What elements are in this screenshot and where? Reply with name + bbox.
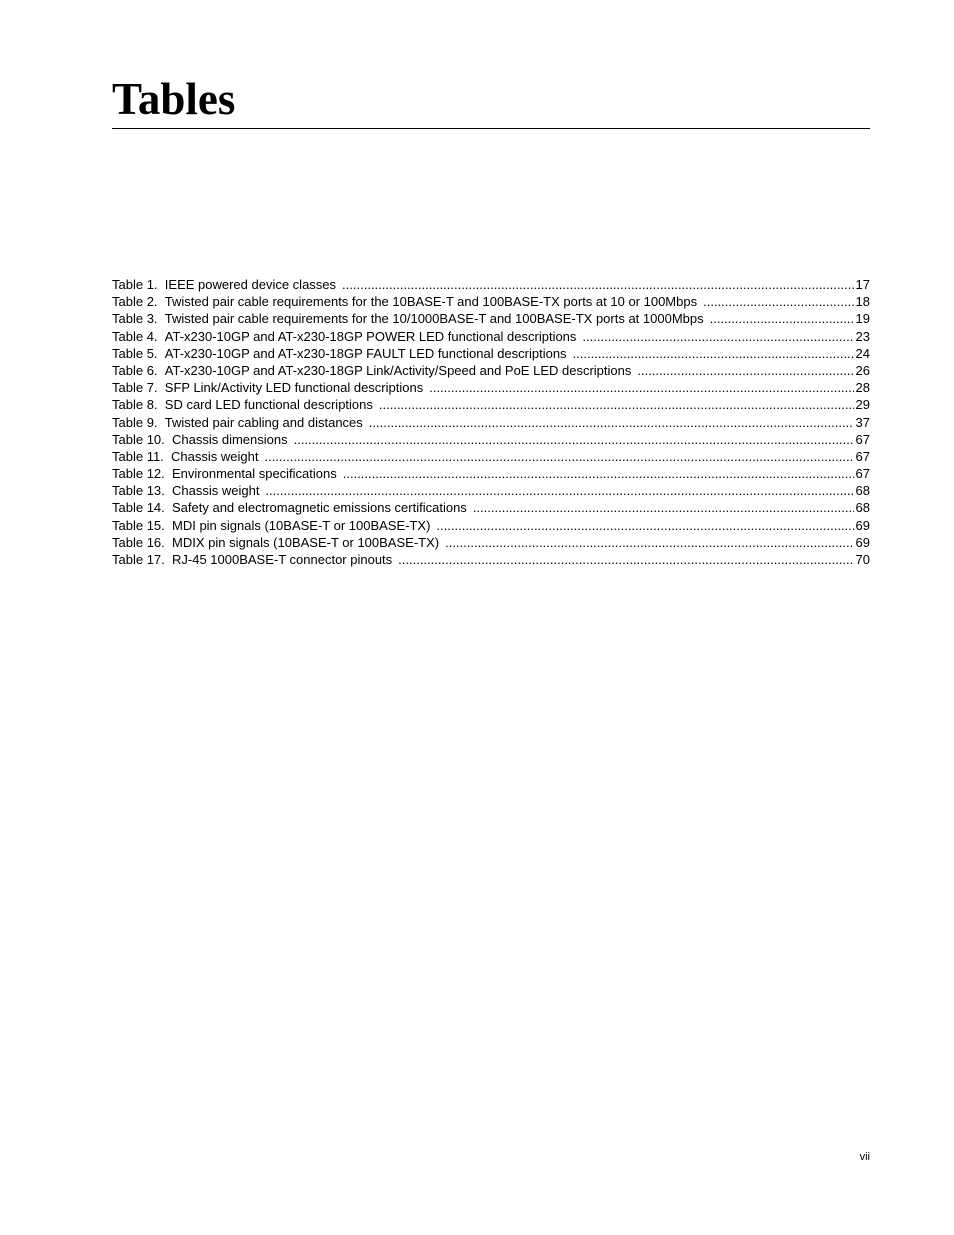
toc-entry[interactable]: [112, 482, 870, 499]
toc-entry-title: SFP Link/Activity LED functional descriptions: [164, 380, 424, 396]
dot-leader: [573, 345, 854, 362]
dot-leader: [265, 482, 853, 499]
toc-entry[interactable]: [112, 448, 870, 465]
toc-entry-label: Table 6.: [112, 362, 158, 378]
toc-entry-label: Table 11.: [112, 448, 164, 464]
dot-leader: [710, 310, 854, 327]
toc-entry-page: 19: [855, 311, 870, 327]
toc-entry-title: Safety and electromagnetic emissions certifications: [172, 500, 467, 516]
toc-entry-label: Table 4.: [112, 328, 158, 344]
toc-entry[interactable]: [112, 328, 870, 345]
table-list: [112, 276, 870, 568]
toc-entry-page: 67: [855, 466, 870, 482]
toc-entry-page: 67: [855, 448, 870, 464]
toc-entry-label: Table 10.: [112, 431, 165, 447]
dot-leader: [379, 396, 854, 413]
toc-entry-title: AT-x230-10GP and AT-x230-18GP POWER LED functional descriptions: [164, 328, 577, 344]
toc-entry-title: AT-x230-10GP and AT-x230-18GP Link/Activity/Speed and PoE LED descriptions: [164, 362, 632, 378]
toc-entry-label: Table 7.: [112, 380, 158, 396]
toc-entry[interactable]: [112, 362, 870, 379]
toc-entry-title: Twisted pair cable requirements for the 10/1000BASE-T and 100BASE-TX ports at 1000Mbps: [164, 311, 704, 327]
toc-entry-title: IEEE powered device classes: [164, 277, 337, 292]
dot-leader: [369, 414, 854, 431]
toc-entry-label: Table 3.: [112, 311, 158, 327]
toc-entry-page: 29: [855, 397, 870, 413]
dot-leader: [342, 276, 853, 293]
toc-entry-label: Table 2.: [112, 294, 158, 310]
dot-leader: [398, 551, 853, 568]
toc-entry-label: Table 1.: [112, 277, 158, 292]
toc-entry-label: Table 8.: [112, 397, 158, 413]
dot-leader: [473, 499, 854, 516]
page-number: vii: [859, 1151, 870, 1163]
toc-entry-label: Table 16.: [112, 534, 165, 550]
toc-entry[interactable]: [112, 379, 870, 396]
toc-entry[interactable]: [112, 276, 870, 293]
toc-entry-title: AT-x230-10GP and AT-x230-18GP FAULT LED functional descriptions: [164, 345, 567, 361]
toc-entry-page: 69: [855, 517, 870, 533]
toc-entry[interactable]: [112, 431, 870, 448]
toc-entry-page: 17: [855, 277, 870, 292]
toc-entry-page: 68: [855, 483, 870, 499]
dot-leader: [343, 465, 854, 482]
dot-leader: [582, 328, 853, 345]
toc-entry-page: 70: [855, 552, 870, 567]
toc-entry-title: MDIX pin signals (10BASE-T or 100BASE-TX): [172, 534, 440, 550]
toc-entry-title: Chassis dimensions: [172, 431, 288, 447]
dot-leader: [436, 517, 853, 534]
toc-entry-page: 68: [855, 500, 870, 516]
dot-leader: [703, 293, 853, 310]
toc-entry[interactable]: [112, 345, 870, 362]
toc-entry[interactable]: [112, 414, 870, 431]
toc-entry-title: Twisted pair cable requirements for the 10BASE-T and 100BASE-TX ports at 10 or 100Mbps: [164, 294, 698, 310]
title-rule: [112, 128, 870, 129]
toc-entry-page: 37: [855, 414, 870, 430]
toc-entry[interactable]: [112, 517, 870, 534]
page-title: Tables: [112, 74, 236, 124]
dot-leader: [445, 534, 853, 551]
toc-entry-title: Twisted pair cabling and distances: [164, 414, 363, 430]
toc-entry-label: Table 14.: [112, 500, 165, 516]
toc-entry-label: Table 17.: [112, 552, 165, 567]
dot-leader: [264, 448, 853, 465]
toc-entry-page: 18: [855, 294, 870, 310]
toc-entry-page: 24: [855, 345, 870, 361]
toc-entry[interactable]: [112, 499, 870, 516]
toc-entry-page: 28: [855, 380, 870, 396]
toc-entry-title: Chassis weight: [171, 448, 259, 464]
toc-entry-page: 67: [855, 431, 870, 447]
toc-entry[interactable]: [112, 465, 870, 482]
toc-entry-label: Table 9.: [112, 414, 158, 430]
toc-entry-page: 69: [855, 534, 870, 550]
toc-entry-title: Environmental specifications: [172, 466, 337, 482]
toc-entry-title: Chassis weight: [172, 483, 260, 499]
toc-entry[interactable]: [112, 551, 870, 568]
toc-entry-label: Table 12.: [112, 466, 165, 482]
toc-entry-title: SD card LED functional descriptions: [164, 397, 373, 413]
dot-leader: [637, 362, 853, 379]
toc-entry[interactable]: [112, 310, 870, 327]
toc-entry-page: 26: [855, 362, 870, 378]
toc-entry-title: MDI pin signals (10BASE-T or 100BASE-TX): [172, 517, 431, 533]
toc-entry[interactable]: [112, 396, 870, 413]
toc-entry-label: Table 5.: [112, 345, 158, 361]
dot-leader: [429, 379, 853, 396]
toc-entry[interactable]: [112, 534, 870, 551]
toc-entry[interactable]: [112, 293, 870, 310]
toc-entry-label: Table 15.: [112, 517, 165, 533]
toc-entry-title: RJ-45 1000BASE-T connector pinouts: [172, 552, 393, 567]
toc-entry-page: 23: [855, 328, 870, 344]
dot-leader: [294, 431, 854, 448]
toc-entry-label: Table 13.: [112, 483, 165, 499]
